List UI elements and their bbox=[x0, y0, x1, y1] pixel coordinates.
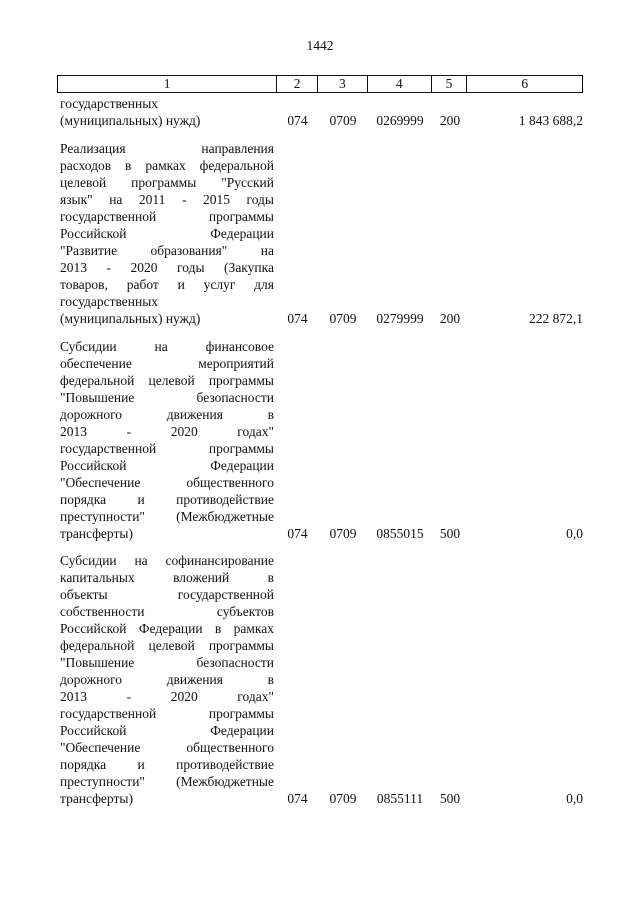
description-line: государственной программы bbox=[60, 706, 274, 721]
row-codes bbox=[277, 112, 583, 129]
description-line: преступности" (Межбюджетные bbox=[60, 774, 274, 789]
description-line: трансферты) bbox=[60, 526, 133, 541]
description-line: (муниципальных) нужд) bbox=[60, 113, 201, 128]
description-line: "Развитие образования" на bbox=[60, 243, 274, 258]
section-code: 0709 bbox=[329, 791, 357, 806]
table-row bbox=[57, 140, 583, 327]
description-line: Российской Федерации bbox=[60, 723, 274, 738]
description-line: преступности" (Межбюджетные bbox=[60, 509, 274, 524]
description-line: объекты государственной bbox=[60, 587, 274, 602]
expense-type-code: 200 bbox=[439, 113, 461, 128]
description-line: "Обеспечение общественного bbox=[60, 475, 274, 490]
table-row bbox=[57, 95, 583, 129]
table-row bbox=[57, 338, 583, 542]
section-code: 0709 bbox=[329, 311, 357, 326]
row-codes bbox=[277, 310, 583, 327]
row-codes bbox=[277, 525, 583, 542]
description-line: Субсидии на финансовое bbox=[60, 339, 274, 354]
description-line: язык" на 2011 - 2015 годы bbox=[60, 192, 274, 207]
description-line: "Повышение безопасности bbox=[60, 390, 274, 405]
row-description bbox=[60, 552, 274, 807]
description-line: собственности субъектов bbox=[60, 604, 274, 619]
description-line: порядка и противодействие bbox=[60, 492, 274, 507]
target-article-code: 0855015 bbox=[376, 526, 424, 541]
section-code: 0709 bbox=[329, 526, 357, 541]
ministry-code: 074 bbox=[287, 113, 308, 128]
description-line: порядка и противодействие bbox=[60, 757, 274, 772]
description-line: Российской Федерации в рамках bbox=[60, 621, 274, 636]
header-col-4: 4 bbox=[368, 76, 432, 92]
description-line: Субсидии на софинансирование bbox=[60, 553, 274, 568]
description-line: трансферты) bbox=[60, 791, 133, 806]
description-line: государственной программы bbox=[60, 209, 274, 224]
description-line: федеральной целевой программы bbox=[60, 638, 274, 653]
description-line: дорожного движения в bbox=[60, 407, 274, 422]
description-line: 2013 - 2020 годах" bbox=[60, 689, 274, 704]
header-col-1: 1 bbox=[58, 76, 277, 92]
row-codes bbox=[277, 790, 583, 807]
description-line: 2013 - 2020 годы (Закупка bbox=[60, 260, 274, 275]
amount-value: 0,0 bbox=[566, 791, 583, 806]
description-line: (муниципальных) нужд) bbox=[60, 311, 201, 326]
description-line: федеральной целевой программы bbox=[60, 373, 274, 388]
description-line: дорожного движения в bbox=[60, 672, 274, 687]
row-description bbox=[60, 95, 274, 129]
description-line: государственной программы bbox=[60, 441, 274, 456]
description-line: государственных bbox=[60, 294, 159, 309]
header-col-5: 5 bbox=[432, 76, 468, 92]
target-article-code: 0269999 bbox=[376, 113, 424, 128]
description-line: товаров, работ и услуг для bbox=[60, 277, 274, 292]
table-row bbox=[57, 552, 583, 807]
table-header bbox=[57, 75, 583, 93]
row-description bbox=[60, 338, 274, 542]
expense-type-code: 500 bbox=[439, 791, 461, 806]
description-line: обеспечение мероприятий bbox=[60, 356, 274, 371]
section-code: 0709 bbox=[329, 113, 357, 128]
description-line: Российской Федерации bbox=[60, 458, 274, 473]
description-line: Реализация направления bbox=[60, 141, 274, 156]
description-line: "Обеспечение общественного bbox=[60, 740, 274, 755]
expense-type-code: 500 bbox=[439, 526, 461, 541]
description-line: 2013 - 2020 годах" bbox=[60, 424, 274, 439]
ministry-code: 074 bbox=[287, 311, 308, 326]
target-article-code: 0855111 bbox=[376, 791, 424, 806]
description-line: целевой программы "Русский bbox=[60, 175, 274, 190]
header-col-3: 3 bbox=[318, 76, 368, 92]
page-number: 1442 bbox=[306, 38, 334, 53]
description-line: государственных bbox=[60, 96, 159, 111]
description-line: Российской Федерации bbox=[60, 226, 274, 241]
header-col-2: 2 bbox=[277, 76, 318, 92]
target-article-code: 0279999 bbox=[376, 311, 424, 326]
ministry-code: 074 bbox=[287, 526, 308, 541]
header-col-6: 6 bbox=[521, 76, 529, 91]
amount-value: 1 843 688,2 bbox=[518, 113, 583, 128]
ministry-code: 074 bbox=[287, 791, 308, 806]
description-line: капитальных вложений в bbox=[60, 570, 274, 585]
expense-type-code: 200 bbox=[439, 311, 461, 326]
description-line: расходов в рамках федеральной bbox=[60, 158, 274, 173]
description-line: "Повышение безопасности bbox=[60, 655, 274, 670]
row-description bbox=[60, 140, 274, 327]
amount-value: 0,0 bbox=[566, 526, 583, 541]
amount-value: 222 872,1 bbox=[529, 311, 583, 326]
